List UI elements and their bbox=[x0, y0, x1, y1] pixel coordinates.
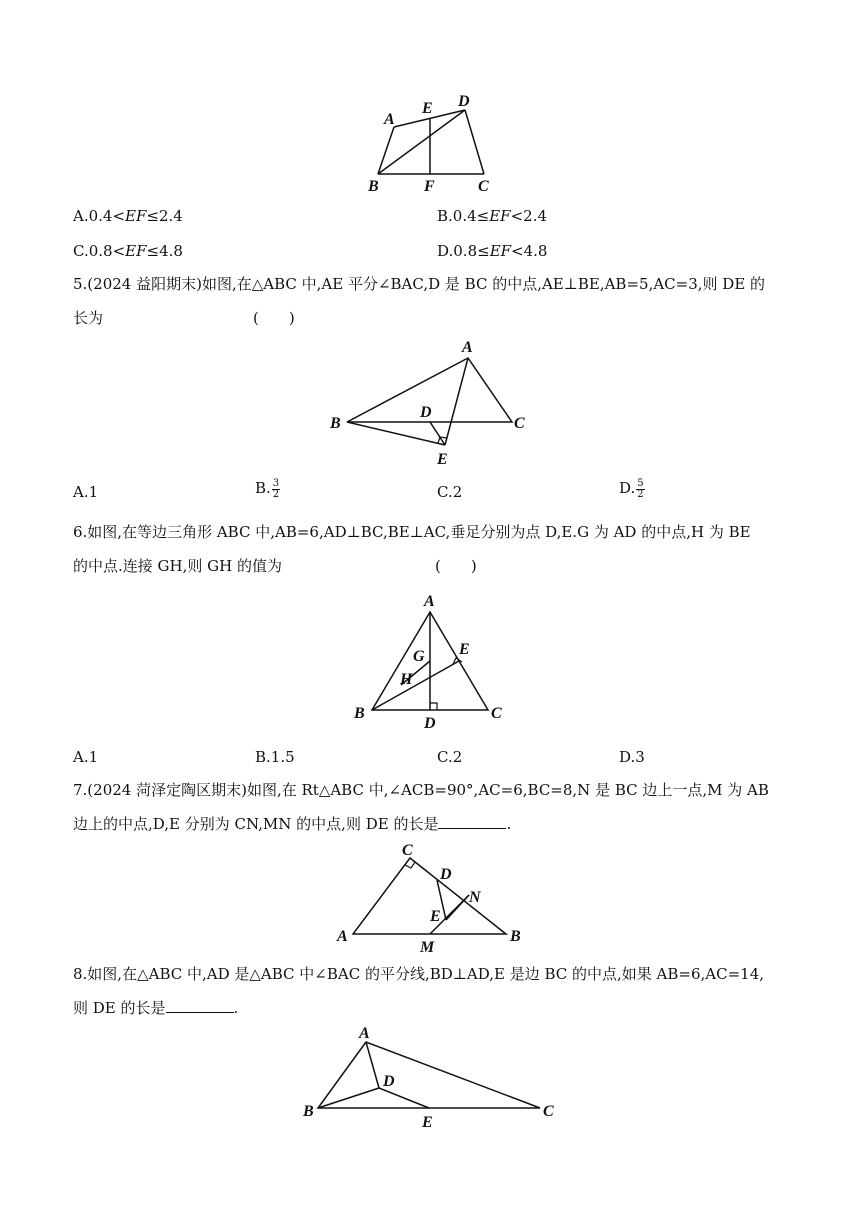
fig7-label-c: C bbox=[402, 842, 413, 859]
fig5-label-c: C bbox=[514, 415, 525, 432]
q4-option-a-prefix: A.0.4< bbox=[73, 207, 126, 225]
fig7-label-b: B bbox=[510, 928, 521, 945]
q6-stem-line1: 6.如图,在等边三角形 ABC 中,AB=6,AD⊥BC,BE⊥AC,垂足分别为点 D,E.G 为 AD 的中点,H 为 BE bbox=[73, 523, 751, 541]
q7-stem-line2-end: . bbox=[506, 815, 512, 833]
q6-option-a[interactable]: A.1 bbox=[73, 748, 99, 766]
q4-option-b-suffix: <2.4 bbox=[510, 207, 548, 225]
q5-stem-line1: 5.(2024 益阳期末)如图,在△ABC 中,AE 平分∠BAC,D 是 BC 的中点,AE⊥BE,AB=5,AC=3,则 DE 的 bbox=[73, 275, 766, 293]
q8-stem-line1: 8.如图,在△ABC 中,AD 是△ABC 中∠BAC 的平分线,BD⊥AD,E 是边 BC 的中点,如果 AB=6,AC=14, bbox=[73, 965, 765, 983]
fig6-label-e: E bbox=[459, 641, 470, 658]
q4-option-c-suffix: ≤4.8 bbox=[146, 242, 183, 260]
q6-stem-line2-text: 的中点.连接 GH,则 GH 的值为 bbox=[73, 557, 282, 575]
fig7-label-d: D bbox=[440, 866, 452, 883]
q6-option-c[interactable]: C.2 bbox=[437, 748, 463, 766]
q7-stem-line2-text: 边上的中点,D,E 分别为 CN,MN 的中点,则 DE 的长是 bbox=[73, 815, 439, 833]
q4-option-a-suffix: ≤2.4 bbox=[146, 207, 183, 225]
q5-option-b-numerator: 3 bbox=[272, 477, 280, 489]
fig5-label-a: A bbox=[462, 339, 473, 356]
q4-option-c-var: EF bbox=[125, 242, 147, 260]
fig6-label-c: C bbox=[491, 705, 502, 722]
q4-option-d-prefix: D.0.8≤ bbox=[437, 242, 490, 260]
q5-option-c[interactable]: C.2 bbox=[437, 483, 463, 501]
fig6-label-b: B bbox=[354, 705, 365, 722]
fig7-label-a: A bbox=[337, 928, 348, 945]
fig6-label-h: H bbox=[400, 671, 413, 688]
fig6-label-g: G bbox=[413, 648, 425, 665]
fig4-label-a: A bbox=[384, 111, 395, 128]
fig4-label-c: C bbox=[478, 178, 489, 195]
fig6-label-d: D bbox=[424, 715, 436, 732]
fig5-label-e: E bbox=[437, 451, 448, 468]
fig4-label-b: B bbox=[368, 178, 379, 195]
q6-answer-bracket[interactable]: ( ) bbox=[435, 557, 477, 575]
q5-option-d-numerator: 5 bbox=[637, 477, 644, 489]
q5-option-a[interactable]: A.1 bbox=[73, 483, 99, 501]
q5-option-b-prefix: B. bbox=[255, 479, 271, 497]
q5-option-d-denominator: 2 bbox=[637, 488, 644, 500]
fig4-label-f: F bbox=[424, 178, 435, 195]
q4-option-d-var: EF bbox=[489, 242, 512, 260]
q4-option-d-suffix: <4.8 bbox=[511, 242, 548, 260]
q6-option-b[interactable]: B.1.5 bbox=[255, 748, 295, 766]
fig4-label-d: D bbox=[458, 93, 470, 110]
q5-option-b-denominator: 2 bbox=[272, 488, 280, 500]
fig6-label-a: A bbox=[424, 593, 435, 610]
q4-option-b-prefix: B.0.4≤ bbox=[437, 207, 490, 225]
fig8-label-e: E bbox=[422, 1114, 433, 1131]
q5-option-d-prefix: D. bbox=[619, 479, 636, 497]
q4-option-b-var: EF bbox=[489, 207, 511, 225]
fig8-label-b: B bbox=[303, 1103, 314, 1120]
q4-option-c-prefix: C.0.8< bbox=[73, 242, 126, 260]
fig5-label-d: D bbox=[420, 404, 432, 421]
fig4-label-e: E bbox=[422, 100, 433, 117]
q4-option-a-var: EF bbox=[125, 207, 147, 225]
fig7-label-m: M bbox=[420, 939, 435, 956]
q5-stem-line2-text: 长为 bbox=[73, 309, 104, 327]
q6-option-d[interactable]: D.3 bbox=[619, 748, 645, 766]
fig8-label-c: C bbox=[543, 1103, 554, 1120]
fig7-label-e: E bbox=[430, 908, 441, 925]
q5-answer-bracket[interactable]: ( ) bbox=[253, 309, 295, 327]
q8-stem-line2-text: 则 DE 的长是 bbox=[73, 999, 166, 1017]
fig8-label-a: A bbox=[359, 1025, 370, 1042]
fig7-label-n: N bbox=[469, 889, 481, 906]
fig8-label-d: D bbox=[383, 1073, 395, 1090]
fig5-label-b: B bbox=[330, 415, 341, 432]
q8-stem-line2-end: . bbox=[233, 999, 239, 1017]
q7-stem-line1: 7.(2024 菏泽定陶区期末)如图,在 Rt△ABC 中,∠ACB=90°,AC=6,BC=8,N 是 BC 边上一点,M 为 AB bbox=[73, 781, 769, 799]
